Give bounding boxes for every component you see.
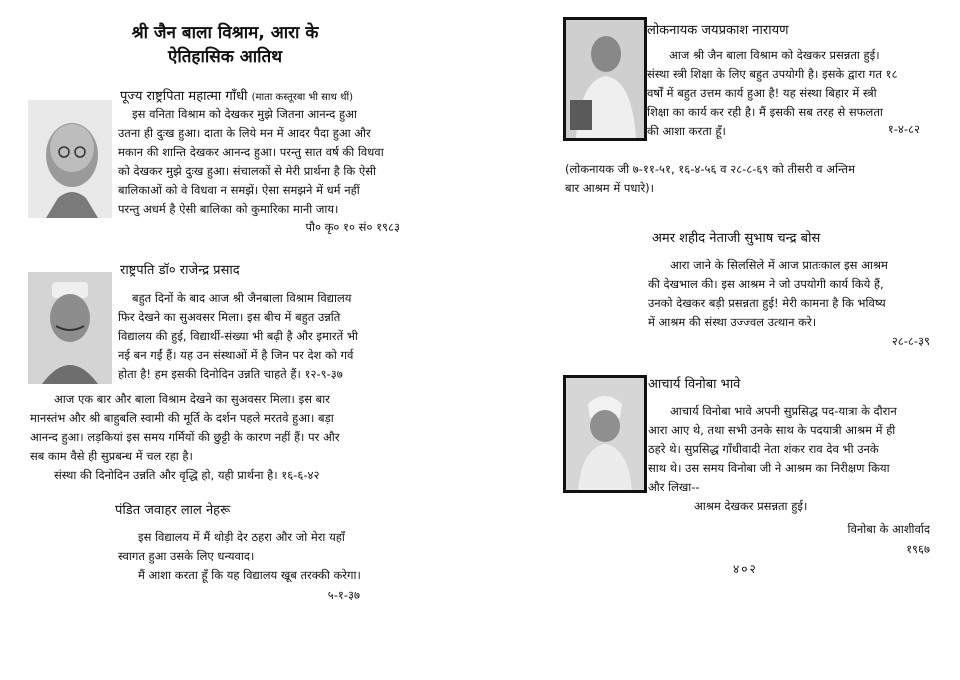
bose-date: २८-८-३९ — [891, 334, 930, 348]
page-title: श्री जैन बाला विश्राम, आरा के — [131, 23, 319, 43]
bose-heading: अमर शहीद नेताजी सुभाष चन्द्र बोस — [652, 231, 821, 246]
rajendra-quote: बहुत दिनों के बाद आज श्री जैनबाला विश्राम विद्यालय फिर देखने का सुअवसर मिला। इस बीच में बहुत उन्नति विद्यालय की हुई, विद्यार्थी-संख्या भी बढ़ी है और इमारतें भी नई बन गईं हैं। यह उन संस्थाओं में है जिन पर देश को गर्व होता है! हम इसकी दिनोदिन उन्नति चाहते हैं। १२-९-३७ — [118, 291, 358, 381]
gandhi-date: पौ० कृ० १० सं० १९८३ — [305, 220, 400, 234]
portrait-rajendra-icon — [28, 272, 112, 384]
page-number: ४०२ — [733, 562, 758, 576]
vinoba-signature: विनोबा के आशीर्वाद — [847, 522, 930, 536]
vinoba-portrait — [563, 375, 647, 493]
jp-portrait — [563, 17, 647, 141]
jp-heading: लोकनायक जयप्रकाश नारायण — [647, 23, 789, 38]
rajendra-second-visit: आज एक बार और बाला विश्राम देखने का सुअवसर मिला। इस बार मानस्तंभ और श्री बाहुबलि स्वामी की मूर्ति के दर्शन पहले मरतवे हुआ। बड़ा आनन्द हुआ। लड़कियां इस समय गर्मियों की छुट्टी के कारण नहीं हैं। पर और सब काम वैसे ही सुप्रबन्ध में चल रहा है। संस्था की दिनोदिन उन्नति और वृद्धि हो, यही प्रार्थना है। १६-६-४२ — [30, 392, 340, 482]
gandhi-quote: इस वनिता विश्राम को देखकर मुझे जितना आनन्द हुआ उतना ही दुःख हुआ। दाता के लिये मन में आदर पैदा हुआ और मकान की शान्ति देखकर आनन्द हुआ। परन्तु सात वर्ष की विधवा को देखकर मुझे दुःख हुआ। संचालकों से मेरी प्रार्थना है कि ऐसी बालिकाओं को वे विधवा न समझें। ऐसा समझने में धर्म नहीं परन्तु अधर्म है ऐसी बालिका को कुमारिका मानी जाय। — [118, 107, 384, 216]
vinoba-quote: आचार्य विनोबा भावे अपनी सुप्रसिद्ध पद-यात्रा के दौरान आरा आए थे, तथा सभी उनके साथ के पदयात्री आश्रम में ही ठहरे थे। सुप्रसिद्ध गाँधीवादी नेता शंकर राव देव भी उनके साथ थे। उस समय विनोबा जी ने आश्रम का निरीक्षण किया और लिखा-- आश्रम देखकर प्रसन्नता हुई। — [648, 404, 897, 513]
portrait-jp-icon — [566, 20, 644, 138]
nehru-quote: इस विद्यालय में मैं थोड़ी देर ठहरा और जो मेरा यहाँ स्वागत हुआ उसके लिए धन्यवाद। मैं आशा करता हूँ कि यह विद्यालय खूब तरक्की करेगा। — [118, 530, 361, 582]
jp-date: १-४-८२ — [887, 122, 920, 136]
gandhi-heading: पूज्य राष्ट्रपिता महात्मा गाँधी (माता कस्तूरबा भी साथ थीं) — [120, 89, 353, 104]
rajendra-portrait — [28, 272, 112, 384]
vinoba-heading: आचार्य विनोबा भावे — [648, 377, 741, 392]
nehru-date: ५-१-३७ — [327, 588, 360, 602]
portrait-vinoba-icon — [566, 378, 644, 490]
jp-visits-note: (लोकनायक जी ७-११-५१, १६-४-५६ व २८-८-६९ को तीसरी व अन्तिम बार आश्रम में पधारे)। — [565, 162, 855, 195]
page-subtitle: ऐतिहासिक आतिथ — [167, 47, 283, 67]
vinoba-year: १९६७ — [906, 542, 930, 556]
bose-quote: आरा जाने के सिलसिले में आज प्रातःकाल इस आश्रम की देखभाल की। इस आश्रम ने जो उपयोगी कार्य किये हैं, उनको देखकर बड़ी प्रसन्नता हुई! मेरी कामना है कि भविष्य में आश्रम की संस्था उज्ज्वल उत्थान करे। — [648, 258, 888, 329]
gandhi-portrait — [28, 100, 112, 218]
portrait-gandhi-icon — [28, 100, 112, 218]
jp-quote: आज श्री जैन बाला विश्राम को देखकर प्रसन्नता हुई। संस्था स्त्री शिक्षा के लिए बहुत उपयोगी है। इसके द्वारा गत १८ वर्षों में बहुत उत्तम कार्य हुआ है! यह संस्था बिहार में स्त्री शिक्षा का कार्य कर रही है। मैं इसकी सब तरह से सफलता की आशा करता हूँ। — [647, 48, 898, 138]
rajendra-heading: राष्ट्रपति डॉ० राजेन्द्र प्रसाद — [120, 263, 240, 278]
nehru-heading: पंडित जवाहर लाल नेहरू — [115, 503, 231, 518]
